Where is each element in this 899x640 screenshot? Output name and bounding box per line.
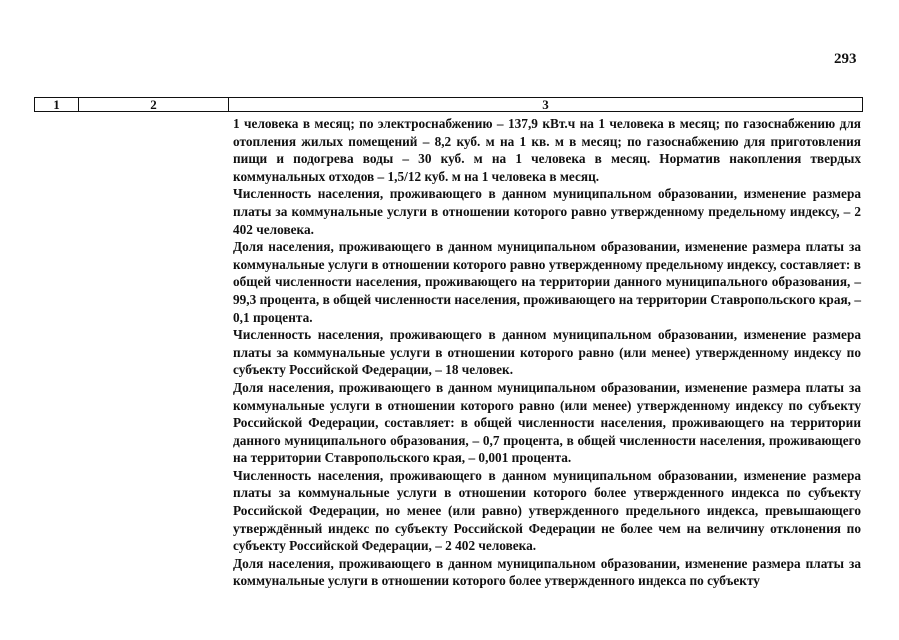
paragraph: Доля населения, проживающего в данном муниципальном образовании, изменение размера платы за коммунальные услуги в отношении которого равно (или менее) утвержденному индексу по субъекту Российской Федерации, составляет: в общей численности населения, проживающего на территории данного муниципального образования, – 0,7 процента, в общей численности населения, проживающего на территории Ставропольского края, – 0,001 процента. [233,379,861,466]
paragraph: Доля населения, проживающего в данном муниципальном образовании, изменение размера платы за коммунальные услуги в отношении которого равно утвержденному предельному индексу, составляет: в общей численности населения, проживающего на территории данного муниципального образования, – 99,3 процента, в общей численности населения, проживающего на территории Ставропольского края, – 0,1 процента. [233,239,861,325]
paragraph: 1 человека в месяц; по электроснабжению – 137,9 кВт.ч на 1 человека в месяц; по газоснабжению для отопления жилых помещений – 8,2 куб. м на 1 кв. м в месяц; по газоснабжению для приготовления пищи и подогрева воды – 30 куб. м на 1 человека в месяц. Норматив накопления твердых коммунальных отходов – 1,5/12 куб. м на 1 человека в месяц. [233,116,861,184]
column-header-1: 1 [35,98,79,112]
paragraph: Численность населения, проживающего в данном муниципальном образовании, изменение размера платы за коммунальные услуги в отношении которого более утвержденного индекса по субъекту Российской Федерации, но менее (или равно) утвержденного предельного индекса, превышающего утверждённый индекс по субъекту Российской Федерации не более чем на величину отклонения по субъекту Российской Федерации, – 2 402 человека. [233,467,861,554]
column-header-3: 3 [229,98,863,112]
paragraph: Численность населения, проживающего в данном муниципальном образовании, изменение размера платы за коммунальные услуги в отношении которого равно (или менее) утвержденному индексу по субъекту Российской Федерации, – 18 человек. [233,327,861,378]
paragraph: Численность населения, проживающего в данном муниципальном образовании, изменение размера платы за коммунальные услуги в отношении которого равно утвержденному предельному индексу, – 2 402 человека. [233,186,861,237]
column-header-row [35,98,863,112]
column-header-table [34,97,863,112]
paragraph: Доля населения, проживающего в данном муниципальном образовании, изменение размера платы за коммунальные услуги в отношении которого более утвержденного индекса по субъекту [233,555,861,589]
document-body [233,115,861,590]
page-number: 293 [834,51,857,67]
column-header-2: 2 [79,98,229,112]
